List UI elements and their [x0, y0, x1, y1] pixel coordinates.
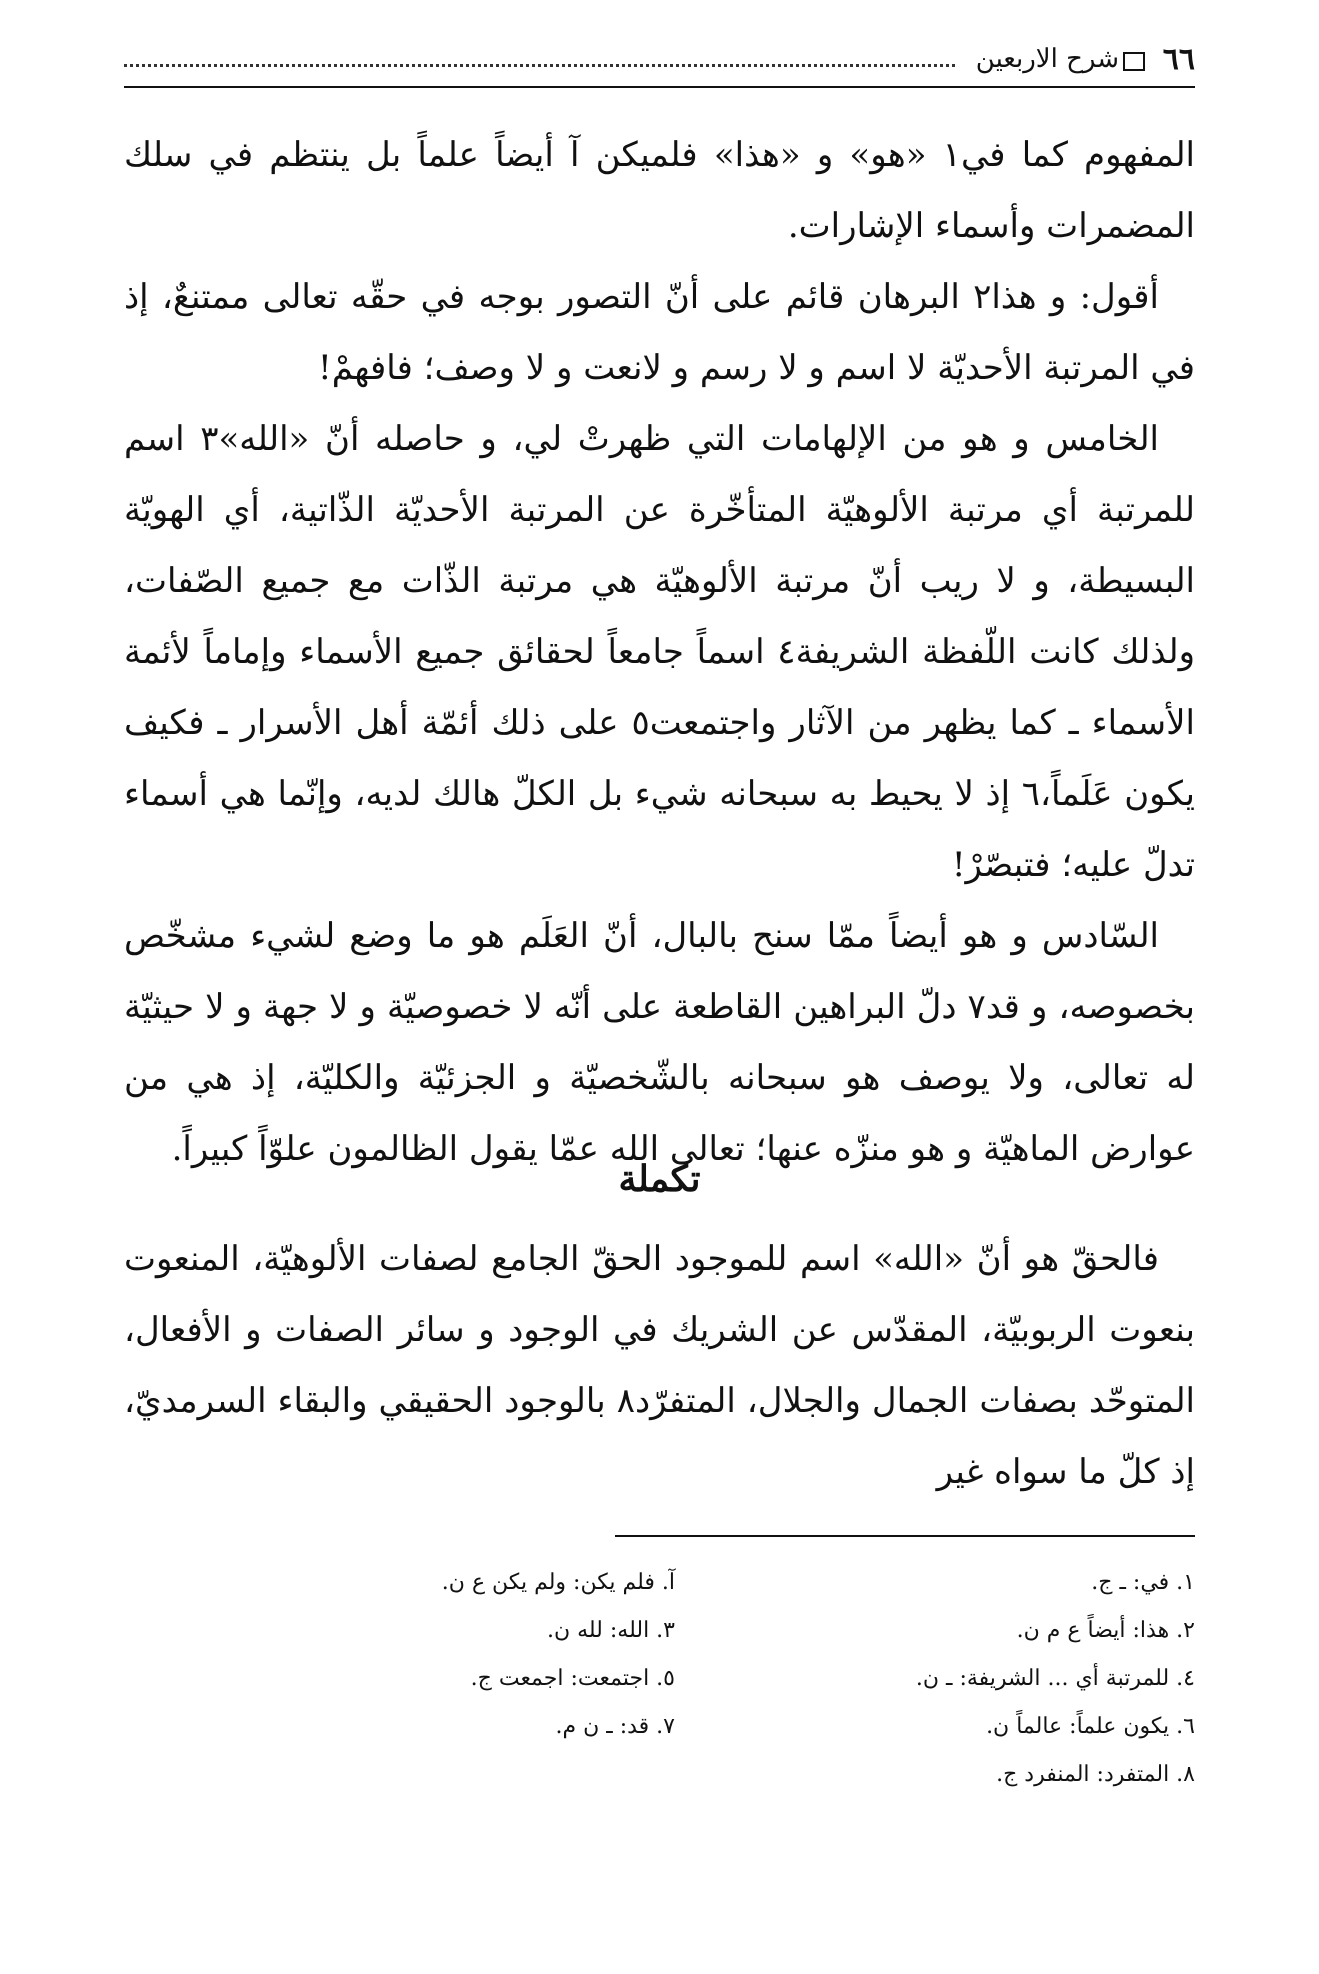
- footnotes: [124, 1558, 1195, 1798]
- paragraph: فالحقّ هو أنّ «الله» اسم للموجود الحقّ الجامع لصفات الألوهيّة، المنعوت بنعوت الربوبيّة، المقدّس عن الشريك في الوجود و سائر الصفات و الأفعال، المتوحّد بصفات الجمال والجلال، المتفرّد٨ بالوجود الحقيقي والبقاء السرمديّ، إذ كلّ ما سواه غير: [124, 1239, 1195, 1492]
- footnote-divider: [615, 1535, 1195, 1537]
- page-number: ٦٦: [1162, 42, 1195, 77]
- footnote: ٢. هذا: أيضاً ع م ن.: [1016, 1617, 1195, 1643]
- paragraph: السّادس و هو أيضاً ممّا سنح بالبال، أنّ العَلَم هو ما وضع لشيء مشخّص بخصوصه، و قد٧ دلّ البراهين القاطعة على أنّه لا خصوصيّة و لا جهة و لا حيثيّة له تعالى، ولا يوصف هو سبحانه بالشّخصيّة و الجزئيّة والكليّة، إذ هي من عوارض الماهيّة و هو منزّه عنها؛ تعالى الله عمّا يقول الظالمون علوّاً كبيراً.: [124, 916, 1196, 1169]
- footnote: ٧. قد: ـ ن م.: [555, 1713, 675, 1739]
- paragraph: الخامس و هو من الإلهامات التي ظهرتْ لي، و حاصله أنّ «الله»٣ اسم للمرتبة أي مرتبة الألوهيّة المتأخّرة عن المرتبة الأحديّة الذّاتية، أي الهويّة البسيطة، و لا ريب أنّ مرتبة الألوهيّة هي مرتبة الذّات مع جميع الصّفات، ولذلك كانت اللّفظة الشريفة٤ اسماً جامعاً لحقائق جميع الأسماء وإماماً لأئمة الأسماء ـ كما يظهر من الآثار واجتمعت٥ على ذلك أئمّة أهل الأسرار ـ فكيف يكون عَلَماً،٦ إذ لا يحيط به سبحانه شيء بل الكلّ هالك لديه، وإنّما هي أسماء تدلّ عليه؛ فتبصّرْ!: [124, 419, 1195, 885]
- footnote: آ. فلم يكن: ولم يكن ع ن.: [441, 1569, 675, 1595]
- running-header: [124, 36, 1195, 88]
- paragraph: المفهوم كما في١ «هو» و «هذا» فلميكن آ أيضاً علماً بل ينتظم في سلك المضمرات وأسماء الإشارات.: [124, 135, 1196, 246]
- footnote: ٨. المتفرد: المنفرد ج.: [996, 1761, 1195, 1787]
- main-text: [124, 120, 1195, 1185]
- running-title: شرح الاربعين: [975, 44, 1119, 74]
- footnote: ٤. للمرتبة أي ... الشريفة: ـ ن.: [915, 1665, 1195, 1691]
- footnote-row: [124, 1702, 1195, 1750]
- footnote: ١. في: ـ ج.: [1091, 1569, 1195, 1595]
- paragraph: أقول: و هذا٢ البرهان قائم على أنّ التصور بوجه في حقّه تعالى ممتنعٌ، إذ في المرتبة الأحديّة لا اسم و لا رسم و لانعت و لا وصف؛ فافهمْ!: [124, 277, 1195, 388]
- section-heading: تكملة: [618, 1158, 701, 1200]
- footnote-row: [124, 1654, 1195, 1702]
- footnote: ٦. يكون علماً: عالماً ن.: [986, 1713, 1195, 1739]
- footnote: ٥. اجتمعت: اجمعت ج.: [470, 1665, 675, 1691]
- section-text: [124, 1224, 1195, 1508]
- footnote-row: [124, 1606, 1195, 1654]
- header-dotted-leader: [124, 64, 955, 67]
- footnote: ٣. الله: لله ن.: [546, 1617, 675, 1643]
- header-square-ornament: [1123, 52, 1145, 71]
- footnote-row: [124, 1558, 1195, 1606]
- footnote-row: [124, 1750, 1195, 1798]
